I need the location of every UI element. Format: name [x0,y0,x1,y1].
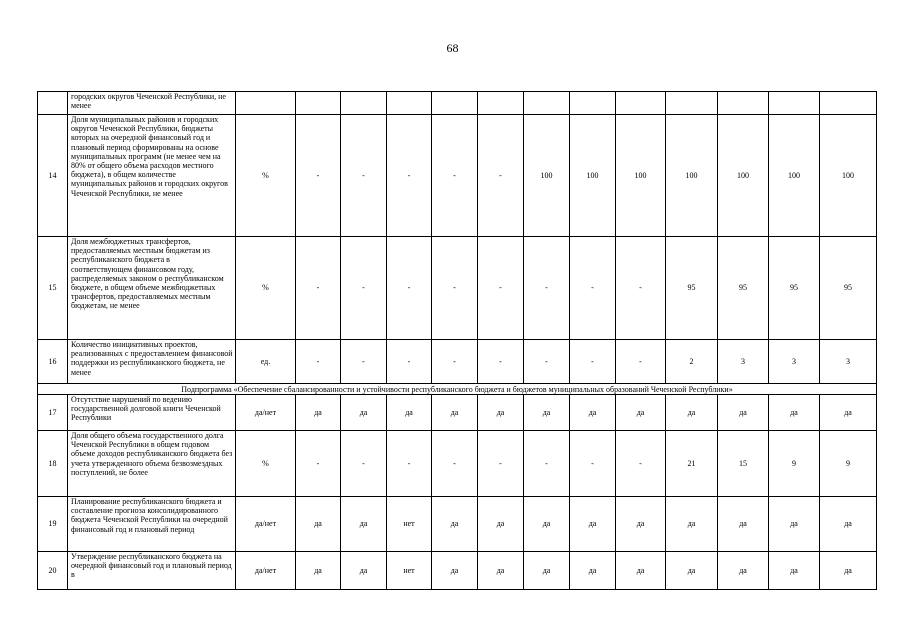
value-cell: да [820,497,877,552]
value-cell: - [296,340,341,384]
value-cell [570,92,616,115]
value-cell: 9 [820,431,877,497]
value-cell: да [296,552,341,590]
value-cell: 100 [524,115,570,237]
value-cell: да [478,552,524,590]
value-cell [341,92,387,115]
value-cell [296,92,341,115]
value-cell: - [616,431,666,497]
value-cell: - [341,431,387,497]
table-row [38,497,877,552]
value-cell: - [616,237,666,340]
value-cell: - [478,237,524,340]
table-row [38,237,877,340]
value-cell: да [616,395,666,431]
unit-cell: да/нет [236,395,296,431]
value-cell: 3 [769,340,820,384]
value-cell: 3 [820,340,877,384]
value-cell: да [341,395,387,431]
value-cell [718,92,769,115]
value-cell: - [387,431,432,497]
row-number [38,92,68,115]
value-cell: 100 [820,115,877,237]
value-cell [769,92,820,115]
value-cell: - [570,431,616,497]
indicator-name: Доля общего объема государственного долга Чеченской Республики в общем годовом объеме доходов республиканского бюджета без учета утвержденного объема безвозмездных поступлений, не более [68,431,236,497]
value-cell: да [616,552,666,590]
table-row [38,395,877,431]
value-cell: да [341,497,387,552]
unit-cell: ед. [236,340,296,384]
value-cell: да [769,552,820,590]
value-cell: - [296,237,341,340]
value-cell: - [570,340,616,384]
value-cell: да [718,497,769,552]
value-cell: - [616,340,666,384]
value-cell [616,92,666,115]
value-cell: - [432,340,478,384]
value-cell [478,92,524,115]
value-cell: 100 [718,115,769,237]
value-cell: нет [387,552,432,590]
value-cell: 100 [570,115,616,237]
value-cell: - [524,340,570,384]
value-cell: да [296,497,341,552]
value-cell: да [432,497,478,552]
value-cell: 21 [666,431,718,497]
value-cell: - [296,431,341,497]
table-row [38,92,877,115]
value-cell: 9 [769,431,820,497]
value-cell: 95 [666,237,718,340]
subprogram-row [38,384,877,395]
row-number: 15 [38,237,68,340]
row-number: 16 [38,340,68,384]
indicator-name: Отсутствие нарушений по ведению государственной долговой книги Чеченской Республики [68,395,236,431]
value-cell [820,92,877,115]
value-cell: да [570,497,616,552]
value-cell: да [820,395,877,431]
value-cell: - [432,431,478,497]
row-number: 20 [38,552,68,590]
unit-cell: % [236,115,296,237]
row-number: 19 [38,497,68,552]
indicator-name: городских округов Чеченской Республики, не менее [68,92,236,115]
value-cell: 100 [616,115,666,237]
value-cell: - [432,237,478,340]
value-cell: - [387,237,432,340]
value-cell: - [341,237,387,340]
value-cell: - [478,340,524,384]
value-cell [524,92,570,115]
value-cell: да [769,395,820,431]
subprogram-title: Подпрограмма «Обеспечение сбалансированности и устойчивости республиканского бюджета и бюджетов муниципальных образований Чеченской Республики» [38,384,877,395]
value-cell: - [387,340,432,384]
unit-cell: да/нет [236,497,296,552]
indicator-name: Доля муниципальных районов и городских округов Чеченской Республики, бюджеты которых на очередной финансовый год и плановый период сформированы на основе муниципальных программ (не менее чем на 80% от общего объема расходов местного бюджета), в общем количестве муниципальных районов и городских округов Чеченской Республики, не менее [68,115,236,237]
value-cell: - [387,115,432,237]
value-cell: да [570,395,616,431]
value-cell: 95 [718,237,769,340]
value-cell [666,92,718,115]
value-cell: да [524,552,570,590]
indicators-table [37,91,877,590]
value-cell: - [524,237,570,340]
value-cell: да [820,552,877,590]
value-cell: - [524,431,570,497]
row-number: 18 [38,431,68,497]
value-cell: да [718,395,769,431]
unit-cell: % [236,237,296,340]
indicator-name: Доля межбюджетных трансфертов, предоставляемых местным бюджетам из республиканского бюджета в соответствующем финансовом году, распределяемых законом о республиканском бюджете, в общем объеме межбюджетных трансфертов, предоставляемых местным бюджетам, не менее [68,237,236,340]
value-cell: да [769,497,820,552]
value-cell: - [341,115,387,237]
value-cell: - [478,431,524,497]
value-cell: 95 [769,237,820,340]
value-cell: 2 [666,340,718,384]
value-cell: 3 [718,340,769,384]
value-cell: да [666,395,718,431]
unit-cell: да/нет [236,552,296,590]
value-cell: - [296,115,341,237]
unit-cell: % [236,431,296,497]
table-row [38,552,877,590]
value-cell: 100 [769,115,820,237]
value-cell: да [387,395,432,431]
value-cell: - [478,115,524,237]
value-cell: нет [387,497,432,552]
table-row [38,431,877,497]
value-cell: да [718,552,769,590]
value-cell: - [341,340,387,384]
value-cell [387,92,432,115]
value-cell: - [570,237,616,340]
unit-cell [236,92,296,115]
value-cell: да [296,395,341,431]
indicator-name: Планирование республиканского бюджета и составление прогноза консолидированного бюджета Чеченской Республики на очередной финансовый год и плановый период [68,497,236,552]
value-cell: да [666,552,718,590]
value-cell: да [570,552,616,590]
row-number: 17 [38,395,68,431]
row-number: 14 [38,115,68,237]
value-cell: да [524,395,570,431]
value-cell: да [432,552,478,590]
indicator-name: Утверждение республиканского бюджета на очередной финансовый год и плановый период в [68,552,236,590]
table-row [38,115,877,237]
value-cell: да [341,552,387,590]
value-cell [432,92,478,115]
value-cell: да [432,395,478,431]
table-row [38,340,877,384]
value-cell: 100 [666,115,718,237]
value-cell: да [478,497,524,552]
value-cell: - [432,115,478,237]
indicator-name: Количество инициативных проектов, реализованных с предоставлением финансовой поддержки из республиканского бюджета, не менее [68,340,236,384]
page-number: 68 [446,41,459,55]
value-cell: 95 [820,237,877,340]
value-cell: да [478,395,524,431]
value-cell: да [666,497,718,552]
value-cell: 15 [718,431,769,497]
value-cell: да [524,497,570,552]
value-cell: да [616,497,666,552]
